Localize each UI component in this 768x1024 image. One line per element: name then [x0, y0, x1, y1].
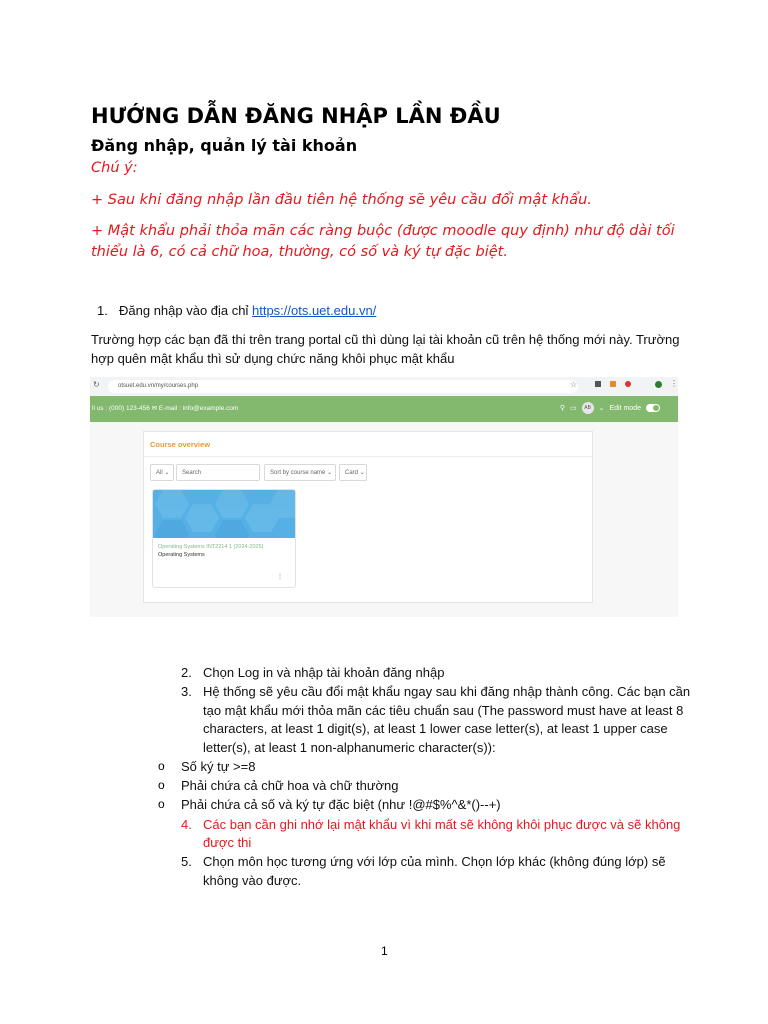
step-4-line-2: được thi	[203, 835, 252, 850]
filter-select: All ⌄	[150, 464, 174, 481]
extension-icon	[610, 381, 616, 387]
menu-icon: ⋮	[670, 379, 678, 388]
bullet-marker: o	[158, 759, 165, 773]
note-label: Chú ý:	[91, 160, 138, 176]
notification-icon: ⚲	[559, 405, 565, 412]
step-3-number: 3.	[181, 684, 192, 699]
bullet-item-3: Phải chứa cả số và ký tự đặc biệt (như !@#$%^&*()--+)	[181, 797, 501, 812]
reload-icon: ↻	[93, 380, 100, 389]
header-actions	[560, 402, 660, 414]
step-4-line-1: Các bạn cần ghi nhớ lại mật khẩu vì khi mất sẽ không khôi phục được và sẽ không	[203, 817, 681, 832]
note-line-2b: thiểu là 6, có cả chữ hoa, thường, có số và ký tự đặc biệt.	[91, 244, 508, 260]
step-2-text: Chọn Log in và nhập tài khoản đăng nhập	[203, 665, 445, 680]
contact-info: ll us : (000) 123-456 ✉ E-mail : info@example.com	[92, 405, 239, 412]
step-5-line-2: không vào được.	[203, 873, 302, 888]
avatar: AB	[582, 402, 594, 414]
step-5-line-1: Chọn môn học tương ứng với lớp của mình. Chọn lớp khác (không đúng lớp) sẽ	[203, 854, 666, 869]
ots-link[interactable]: https://ots.uet.edu.vn/	[251, 303, 377, 318]
para-line-1: Trường hợp các bạn đã thi trên trang portal cũ thì dùng lại tài khoản cũ trên hệ thống mới này. Trường	[91, 332, 680, 347]
extension-icon	[595, 381, 601, 387]
step-1	[119, 303, 376, 318]
page-number: 1	[381, 944, 388, 958]
step-3-line-4: letter(s), at least 1 non-alphanumeric character(s)):	[203, 740, 496, 755]
bullet-marker: o	[158, 778, 165, 792]
moodle-screenshot	[90, 377, 678, 617]
edit-mode-toggle	[646, 404, 660, 412]
course-banner-image	[153, 490, 295, 538]
note-line-1: + Sau khi đăng nhập lần đầu tiên hệ thống sẽ yêu cầu đổi mật khẩu.	[91, 192, 592, 208]
para-line-2: hợp quên mật khẩu thì sử dụng chức năng khôi phục mật khẩu	[91, 351, 455, 366]
extension-icon	[625, 381, 631, 387]
step-1-text: Đăng nhập vào địa chỉ	[119, 303, 252, 318]
step-3-line-1: Hệ thống sẽ yêu cầu đổi mật khẩu ngay sau khi đăng nhập thành công. Các bạn cần	[203, 684, 691, 699]
document-subtitle: Đăng nhập, quản lý tài khoản	[91, 136, 358, 155]
course-category: Operating Systems INT2214 1 (2024-2025)	[158, 544, 264, 550]
step-3-line-2: tạo mật khẩu mới thỏa mãn các tiêu chuẩn sau (The password must have at least 8	[203, 703, 684, 718]
course-card	[152, 489, 296, 588]
document-title: HƯỚNG DẪN ĐĂNG NHẬP LẦN ĐẦU	[91, 104, 501, 128]
bullet-marker: o	[158, 797, 165, 811]
address-bar: otsuet.edu.vn/my/courses.php	[108, 380, 578, 393]
course-overview-panel	[143, 431, 593, 603]
note-line-2a: + Mật khẩu phải thỏa mãn các ràng buộc (được moodle quy định) như độ dài tối	[91, 223, 675, 239]
bullet-item-1: Số ký tự >=8	[181, 759, 256, 774]
course-menu-icon: ⋮	[277, 574, 283, 580]
divider	[144, 456, 592, 457]
chevron-down-icon: ⌄	[598, 405, 605, 412]
bullet-item-2: Phải chứa cả chữ hoa và chữ thường	[181, 778, 399, 793]
sort-select: Sort by course name ⌄	[264, 464, 336, 481]
course-overview-title: Course overview	[150, 440, 211, 449]
step-3-line-3: characters, at least 1 digit(s), at least 1 lower case letter(s), at least 1 upper case	[203, 721, 668, 736]
course-name: Operating Systems	[158, 552, 205, 558]
step-2-number: 2.	[181, 665, 192, 680]
step-4-number: 4.	[181, 817, 192, 832]
profile-icon	[655, 381, 662, 388]
browser-toolbar	[90, 377, 678, 396]
site-header	[90, 396, 678, 422]
hexagon-pattern-icon	[153, 490, 295, 538]
view-select: Card ⌄	[339, 464, 367, 481]
edit-mode-label: Edit mode	[609, 404, 641, 412]
step-1-number: 1.	[97, 303, 108, 318]
star-icon: ☆	[570, 380, 578, 389]
message-icon: ▭	[569, 405, 577, 412]
search-input: Search	[176, 464, 260, 481]
step-5-number: 5.	[181, 854, 192, 869]
